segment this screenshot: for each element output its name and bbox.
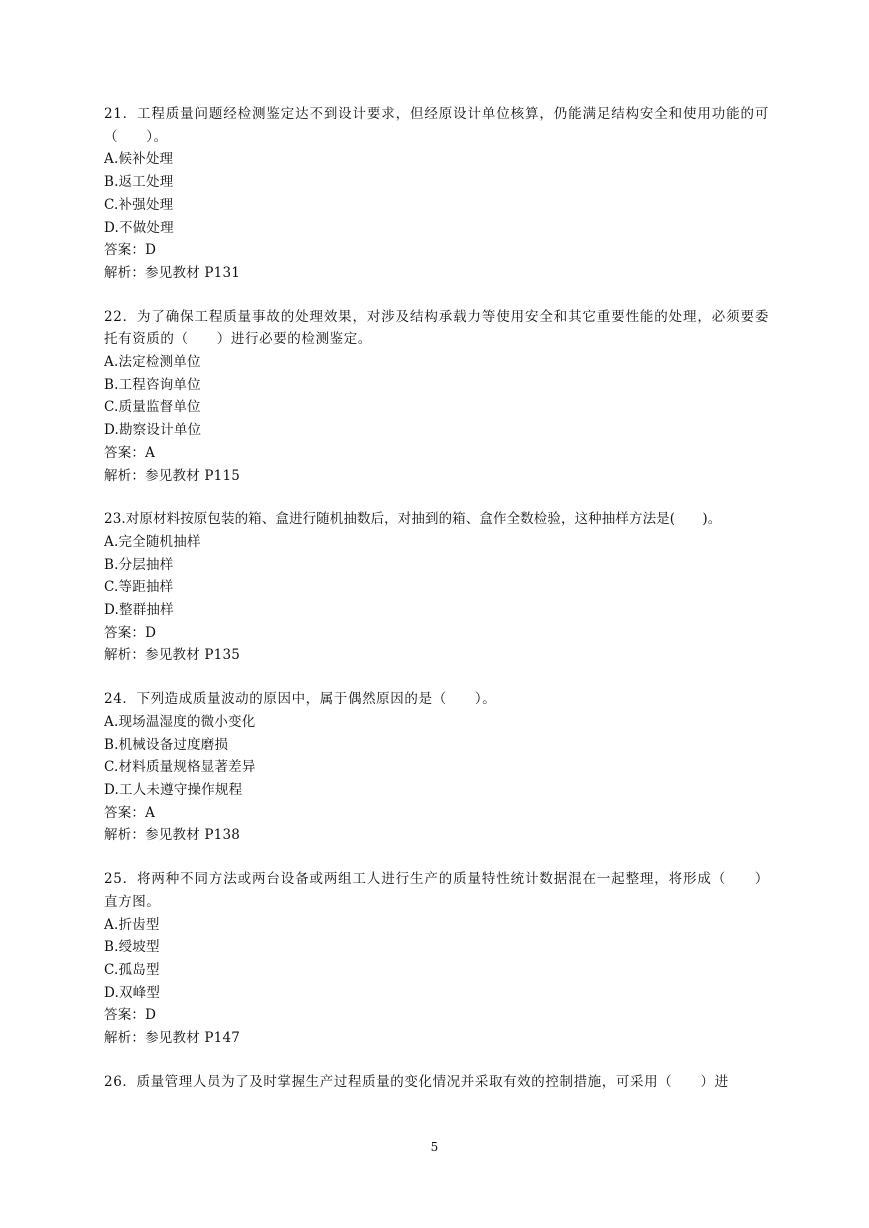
question-23	[104, 508, 769, 667]
option-a: A.折齿型	[104, 916, 160, 933]
analysis: 解析：参见教材 P131	[104, 264, 241, 281]
option-a: A.完全随机抽样	[104, 533, 201, 550]
analysis: 解析：参见教材 P138	[104, 827, 241, 844]
question-24	[104, 688, 769, 847]
option-a: A.现场温湿度的微小变化	[104, 713, 256, 730]
option-b: B.机械设备过度磨损	[104, 736, 229, 753]
option-c: C.孤岛型	[104, 961, 160, 978]
answer: 答案：D	[104, 242, 157, 259]
answer: 答案：A	[104, 444, 156, 461]
option-b: B.工程咨询单位	[104, 376, 201, 393]
option-c: C.补强处理	[104, 196, 174, 213]
question-stem: 24．下列造成质量波动的原因中，属于偶然原因的是（ ）。	[104, 691, 497, 708]
question-stem: 22．为了确保工程质量事故的处理效果，对涉及结构承载力等使用安全和其它重要性能的处理，必须要委托有资质的（ ）进行必要的检测鉴定。	[104, 308, 769, 348]
option-c: C.等距抽样	[104, 579, 174, 596]
option-a: A.候补处理	[104, 151, 174, 168]
question-stem: 21．工程质量问题经检测鉴定达不到设计要求，但经原设计单位核算，仍能满足结构安全和使用功能的可（ ）。	[104, 106, 769, 145]
option-a: A.法定检测单位	[104, 354, 201, 371]
analysis: 解析：参见教材 P147	[104, 1030, 241, 1047]
option-d: D.不做处理	[104, 219, 174, 236]
option-d: D.双峰型	[104, 984, 161, 1001]
page-number: 5	[430, 1140, 439, 1154]
option-b: B.绶坡型	[104, 939, 160, 956]
analysis: 解析：参见教材 P115	[104, 467, 241, 484]
answer: 答案：D	[104, 1007, 157, 1024]
option-c: C.质量监督单位	[104, 399, 201, 416]
answer: 答案：A	[104, 804, 156, 821]
option-d: D.工人未遵守操作规程	[104, 781, 243, 798]
option-d: D.整群抽样	[104, 602, 174, 619]
option-d: D.勘察设计单位	[104, 422, 202, 439]
question-list	[104, 103, 769, 1114]
question-stem: 25．将两种不同方法或两台设备或两组工人进行生产的质量特性统计数据混在一起整理，将形成（ ）直方图。	[104, 871, 769, 910]
answer: 答案：D	[104, 624, 157, 641]
question-25	[104, 868, 769, 1050]
analysis: 解析：参见教材 P135	[104, 647, 241, 664]
option-b: B.返工处理	[104, 174, 174, 191]
question-stem: 26．质量管理人员为了及时掌握生产过程质量的变化情况并采取有效的控制措施，可采用（ ）进	[104, 1073, 729, 1090]
question-26	[104, 1071, 769, 1094]
question-21	[104, 103, 769, 285]
question-22	[104, 306, 769, 488]
option-c: C.材料质量规格显著差异	[104, 759, 256, 776]
option-b: B.分层抽样	[104, 556, 174, 573]
question-stem: 23.对原材料按原包装的箱、盒进行随机抽数后，对抽到的箱、盒作全数检验，这种抽样方法是( )。	[104, 511, 722, 528]
